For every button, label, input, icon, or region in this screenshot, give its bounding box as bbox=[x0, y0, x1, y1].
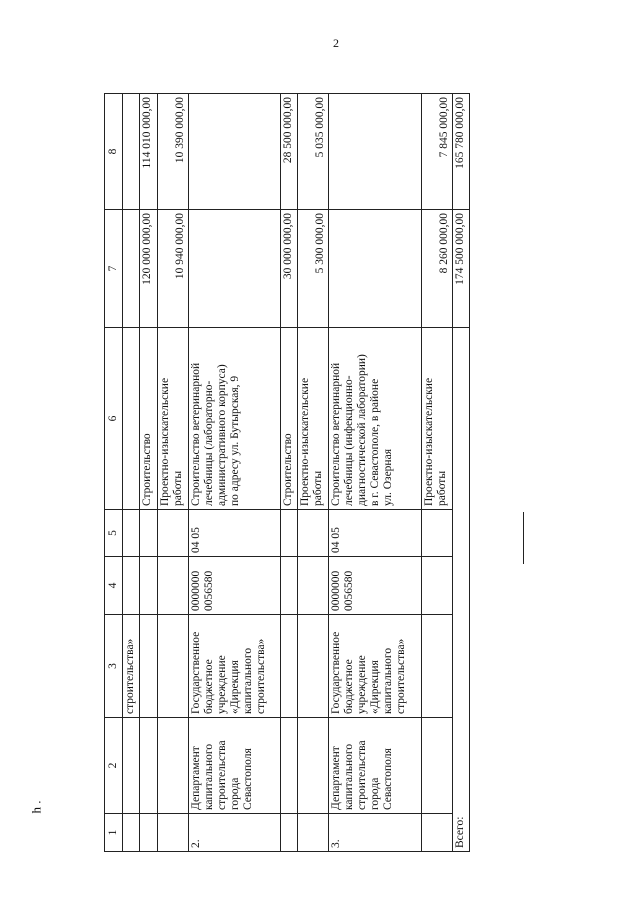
total-label: Всего: bbox=[452, 328, 469, 852]
signature-line bbox=[523, 512, 524, 564]
header-cell: 4 bbox=[105, 557, 123, 615]
amount-cell: 30 000 000,00 bbox=[281, 210, 298, 328]
rotated-table-wrapper bbox=[104, 94, 470, 852]
amount-cell: 8 260 000,00 bbox=[421, 210, 452, 328]
amount-cell: 5 300 000,00 bbox=[298, 210, 329, 328]
table-row bbox=[157, 94, 188, 852]
page-number: 2 bbox=[333, 36, 339, 50]
amount-cell: 114 010 000,00 bbox=[140, 94, 157, 210]
amount-cell: 28 500 000,00 bbox=[281, 94, 298, 210]
amount-cell: 10 390 000,00 bbox=[157, 94, 188, 210]
table-row bbox=[329, 94, 421, 852]
section-cell: 04 05 bbox=[329, 510, 421, 557]
margin-marks: h . bbox=[28, 800, 44, 814]
table-row bbox=[188, 94, 280, 852]
header-cell: 1 bbox=[105, 814, 123, 852]
amount-cell: 7 845 000,00 bbox=[421, 94, 452, 210]
institution-cell: Государственное бюджетное учреждение «Дирекция капитального строительства» bbox=[329, 615, 421, 718]
work-type-cell: Строительство bbox=[140, 328, 157, 510]
table-row bbox=[123, 94, 140, 852]
total-amount: 174 500 000,00 bbox=[452, 210, 469, 328]
table-row bbox=[140, 94, 157, 852]
header-cell: 5 bbox=[105, 510, 123, 557]
table-row bbox=[298, 94, 329, 852]
work-type-cell: Проектно-изыскательские работы bbox=[298, 328, 329, 510]
header-row bbox=[105, 94, 123, 852]
amount-cell: 5 035 000,00 bbox=[298, 94, 329, 210]
table-cell: строительства» bbox=[123, 615, 140, 718]
amount-cell: 10 940 000,00 bbox=[157, 210, 188, 328]
header-cell: 6 bbox=[105, 328, 123, 510]
header-cell: 2 bbox=[105, 718, 123, 814]
header-cell: 8 bbox=[105, 94, 123, 210]
institution-cell: Государственное бюджетное учреждение «Дирекция капитального строительства» bbox=[188, 615, 280, 718]
total-amount: 165 780 000,00 bbox=[452, 94, 469, 210]
work-type-cell: Проектно-изыскательские работы bbox=[421, 328, 452, 510]
row-number: 3. bbox=[329, 814, 421, 852]
header-cell: 3 bbox=[105, 615, 123, 718]
code-cell: 0000000 0056580 bbox=[329, 557, 421, 615]
table-row bbox=[421, 94, 452, 852]
department-cell: Департамент капитального строительства города Севастополя bbox=[188, 718, 280, 814]
object-cell: Строительство ветеринарной лечебницы (лабораторно- административного корпуса) по адресу ул. Бутырская, 9 bbox=[188, 328, 280, 510]
code-cell: 0000000 0056580 bbox=[188, 557, 280, 615]
section-cell: 04 05 bbox=[188, 510, 280, 557]
total-row bbox=[452, 94, 469, 852]
row-number: 2. bbox=[188, 814, 280, 852]
table-row bbox=[281, 94, 298, 852]
construction-funding-table bbox=[104, 93, 470, 852]
amount-cell: 120 000 000,00 bbox=[140, 210, 157, 328]
work-type-cell: Строительство bbox=[281, 328, 298, 510]
header-cell: 7 bbox=[105, 210, 123, 328]
object-cell: Строительство ветеринарной лечебницы (инфекционно- диагностической лаборатории) в г. Севастополе, в районе ул. Озерная bbox=[329, 328, 421, 510]
work-type-cell: Проектно-изыскательские работы bbox=[157, 328, 188, 510]
department-cell: Департамент капитального строительства города Севастополя bbox=[329, 718, 421, 814]
